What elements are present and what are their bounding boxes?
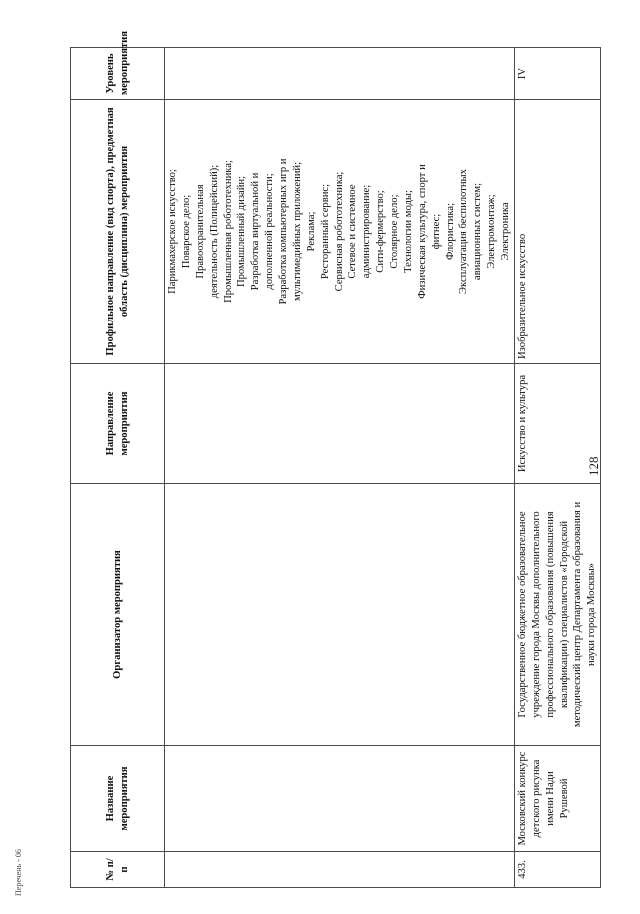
profile-item: дополненной реальности; xyxy=(264,173,276,290)
profile-item: Разработка компьютерных игр и xyxy=(278,158,289,305)
cell-name: Московский конкурс детского рисунка имени Нади Рушевой xyxy=(514,746,600,852)
table-row xyxy=(165,48,515,888)
header-level: Уровень мероприятия xyxy=(71,48,165,100)
profile-item: Технологии моды; xyxy=(402,190,414,273)
profile-item: Разработка виртуальной и xyxy=(250,172,262,291)
page-number: 128 xyxy=(586,456,601,476)
cell-direction xyxy=(165,364,515,484)
profile-item: Флористика; xyxy=(444,202,456,261)
profile-item: Сетевое и системное xyxy=(347,184,359,279)
profile-item: Сити-фермерство; xyxy=(375,190,387,273)
header-profile: Профильное направление (вид спорта), предметная область (дисциплина) мероприятия xyxy=(71,100,165,364)
profile-item: администрирование; xyxy=(361,184,373,279)
cell-profile-list xyxy=(165,100,515,364)
header-name: Название мероприятия xyxy=(71,746,165,852)
header-organizer: Организатор мероприятия xyxy=(71,484,165,746)
profile-item: авиационных систем; xyxy=(472,182,484,281)
cell-organizer: Государственное бюджетное образовательное учреждение города Москвы дополнительного профессионального образования (повышения квалификации) специалистов «Городской методический центр Департамента образования и науки города Москвы» xyxy=(514,484,600,746)
header-row xyxy=(71,48,165,888)
cell-num xyxy=(165,852,515,888)
cell-organizer xyxy=(165,484,515,746)
profile-item: Эксплуатация беспилотных xyxy=(458,169,470,294)
profile-item: Поварское дело; xyxy=(180,194,192,269)
profile-item: Ресторанный сервис; xyxy=(319,183,331,280)
profile-item: Промышленный дизайн; xyxy=(236,176,248,288)
header-num: № п/п xyxy=(71,852,165,888)
cell-profile: Изобразительное искусство xyxy=(514,100,600,364)
profile-item: Промышленная робототехника; xyxy=(222,160,234,303)
cell-level: IV xyxy=(514,48,600,100)
profile-item: Сервисная робототехника; xyxy=(333,171,345,292)
footer-note: Перечень - 06 xyxy=(14,849,23,896)
header-direction: Направление мероприятия xyxy=(71,364,165,484)
profile-item: Электромонтаж; xyxy=(486,194,498,269)
profile-item: Реклама; xyxy=(305,211,317,252)
profile-item: деятельность (Полицейский); xyxy=(208,164,220,299)
profile-item: мультимедийных приложений; xyxy=(291,161,303,302)
profile-item: Правоохранительная xyxy=(194,184,206,279)
cell-num: 433. xyxy=(514,852,600,888)
table-row xyxy=(514,48,600,888)
profile-item: Столярное дело; xyxy=(389,194,400,269)
profile-item: Парикмахерское искусство; xyxy=(167,169,178,294)
profile-item: фитнес; xyxy=(430,213,442,250)
profile-item: Физическая культура, спорт и xyxy=(416,164,428,299)
profile-item: Электроника xyxy=(500,202,511,261)
events-table xyxy=(70,31,601,888)
cell-level xyxy=(165,48,515,100)
cell-direction: Искусство и культура xyxy=(514,364,600,484)
cell-name xyxy=(165,746,515,852)
